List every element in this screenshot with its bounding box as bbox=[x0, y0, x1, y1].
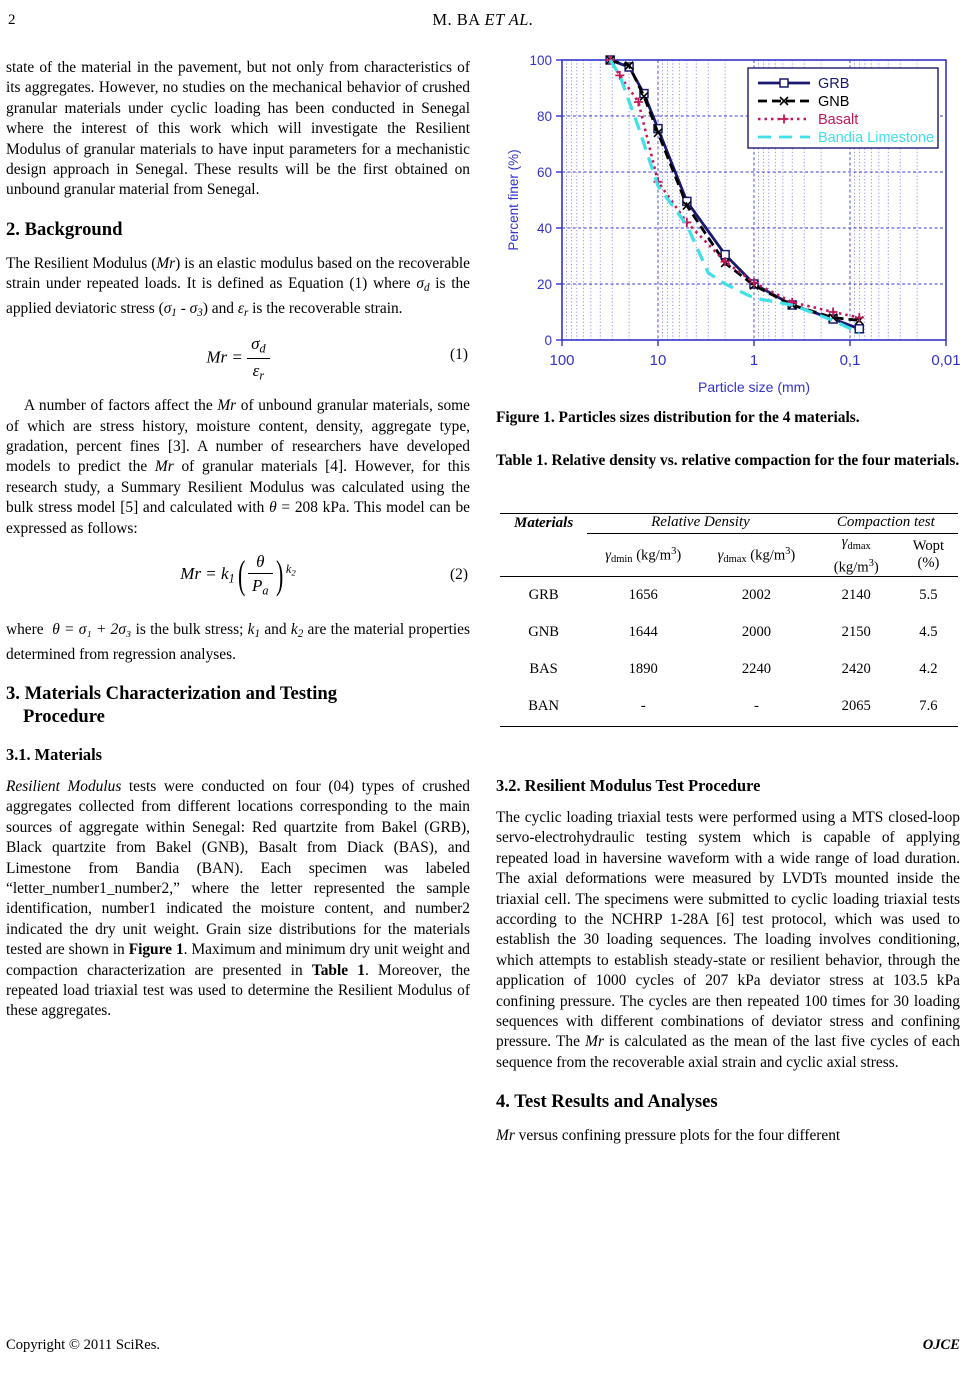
table-row bbox=[500, 688, 958, 725]
table-materials-header: Materials bbox=[500, 514, 587, 534]
theta-symbol-1: θ bbox=[269, 499, 277, 517]
heading-materials-characterization bbox=[6, 682, 470, 728]
equation-1-denominator: $\varepsilon_r$ bbox=[252, 360, 265, 383]
sigma-1-3-symbol: $\sigma_1 - \sigma_3$ bbox=[163, 299, 203, 319]
table-column-header: $\gamma_{dmin}$ $(kg/m^3)$ bbox=[587, 534, 699, 577]
chart-x-tick-label: 100 bbox=[549, 352, 575, 369]
left-column bbox=[6, 58, 470, 1022]
paragraph-materials bbox=[6, 777, 470, 1022]
chart-legend-label: Basalt bbox=[818, 112, 859, 128]
equation-2-lhs: $Mr = k_1$ bbox=[180, 564, 235, 586]
table-cell-gdmax-compaction: 2150 bbox=[841, 624, 871, 641]
chart-y-axis-label: Percent finer (%) bbox=[506, 149, 521, 251]
chart-y-tick-label: 60 bbox=[536, 165, 552, 180]
table-cell-wopt: 4.5 bbox=[919, 624, 938, 641]
chart-y-tick-label: 100 bbox=[529, 53, 552, 68]
table-column-header: $\gamma_{dmax}$ $(kg/m^3)$ bbox=[699, 534, 814, 577]
equation-1-block bbox=[6, 332, 470, 386]
figure-1-reference: Figure 1 bbox=[128, 941, 184, 959]
chart-legend-label: GRB bbox=[818, 76, 850, 92]
table-row bbox=[500, 577, 958, 615]
paragraph-intro: state of the material in the pavement, but not only from characteristics of its aggregates. However, no studies on the mechanical behavior of crushed granular materials under cyclic loading has been conducted in Senegal where the interest of this work which will investigate the Resilient Modulus of granular materials to have input parameters for a mechanistic design approach in Senegal. These results will be the first obtained on unbound granular material from Senegal. bbox=[6, 59, 470, 199]
paragraph-factors bbox=[6, 396, 470, 539]
bg-text-d: ) and bbox=[202, 299, 238, 317]
equation-2-fraction bbox=[248, 552, 273, 598]
procedure-text-b: is calculated as the mean of the last five cycles of each sequence from the recoverable axial strain and cyclic axial stress. bbox=[496, 1033, 960, 1071]
factors-text-a: A number of factors affect the bbox=[24, 397, 218, 415]
equation-2-denominator: $P_a$ bbox=[252, 576, 269, 598]
results-text-b: versus confining pressure plots for the four different bbox=[514, 1127, 841, 1145]
bg-text-e: is the recoverable strain. bbox=[248, 299, 403, 317]
k1-symbol: $k_1$ bbox=[247, 621, 261, 641]
chart-y-tick-label: 40 bbox=[536, 221, 552, 236]
chart-x-axis-label: Particle size (mm) bbox=[697, 379, 811, 395]
bg-text-a: The Resilient Modulus ( bbox=[6, 254, 157, 272]
table-cell-gdmax-compaction: 2420 bbox=[841, 661, 871, 678]
factors-text-b: of unbound granular materials, some of which are stress history, moisture content, density, aggregate type, gradation, percent fines [3]. A number of researchers have developed models to predict the bbox=[6, 397, 470, 476]
equation-1-lhs: Mr = bbox=[206, 347, 243, 367]
table-1 bbox=[500, 513, 958, 727]
heading-materials: 3.1. Materials bbox=[6, 745, 103, 764]
table-cell-gdmax: - bbox=[754, 698, 759, 715]
table-cell-gdmin: 1656 bbox=[628, 587, 658, 604]
table-cell-gdmin: - bbox=[640, 698, 646, 715]
figure-1-caption: Figure 1. Particles sizes distribution for the 4 materials. bbox=[496, 409, 860, 426]
table-bottom-rule bbox=[500, 725, 958, 727]
bg-text-c: is the applied deviatoric stress ( bbox=[6, 275, 470, 317]
table-column-header: $\gamma_{dmax}$ $(kg/m^3)$ bbox=[814, 534, 899, 577]
k2-symbol: $k_2$ bbox=[290, 621, 304, 641]
where-text-b: is the bulk stress; bbox=[131, 621, 248, 639]
chart-x-tick-label: 10 bbox=[649, 352, 667, 369]
procedure-text-a: The cyclic loading triaxial tests were performed using a MTS closed-loop servo-electrohydraulic testing system which is capable of applying repeated load in haversine waveform with a wide range of load duration. The axial deformations were measured by LVDTs mounted inside the triaxial cell. The specimens were submitted to cyclic loading triaxial tests according to the NCHRP 1-28A [6] test protocol, which was used to establish the 30 loading sequences. The loading involves conditioning, which attempts to establish steady-state or resilient behavior, through the application of 1000 cycles of 207 kPa deviator stress at 103.5 kPa confining pressure. The cycles are then repeated 100 times for 30 loading sequences with different combinations of deviator stress and confining pressure. The bbox=[496, 809, 960, 1051]
running-head-title bbox=[0, 10, 966, 30]
table-group-header-compaction: Compaction test bbox=[814, 514, 958, 532]
where-text-d: are the material properties determined from regression analyses. bbox=[6, 621, 470, 663]
bulk-stress-equation: θ = σ₁ + 2σ₃ bbox=[52, 621, 132, 639]
chart-x-tick-label: 0,1 bbox=[839, 352, 861, 369]
table-cell-gdmax: 2000 bbox=[741, 624, 772, 641]
table-group-header-relative-density: Relative Density bbox=[587, 514, 814, 532]
mr-italic-5: Mr bbox=[496, 1127, 515, 1145]
table-cell-gdmin: 1644 bbox=[628, 624, 658, 641]
table-cell-gdmin: 1890 bbox=[628, 661, 658, 678]
paragraph-where bbox=[6, 620, 470, 665]
table-cell-gdmax: 2002 bbox=[741, 587, 772, 604]
equation-2-block bbox=[6, 548, 470, 610]
epsilon-r-symbol: $\varepsilon_r$ bbox=[237, 299, 249, 319]
table-row bbox=[500, 651, 958, 688]
equation-1-fraction bbox=[247, 334, 270, 383]
materials-text-d: . Moreover, the repeated load triaxial test was used to determine the Resilient Modulus of these aggregates. bbox=[6, 961, 470, 1020]
particle-size-distribution-chart bbox=[496, 44, 962, 396]
heading-test-procedure: 3.2. Resilient Modulus Test Procedure bbox=[496, 776, 761, 795]
table-1-reference: Table 1 bbox=[311, 961, 365, 979]
equation-2-number: (2) bbox=[450, 566, 468, 584]
table-cell-material: BAN bbox=[528, 698, 559, 715]
mr-italic-3: Mr bbox=[154, 458, 174, 476]
chart-legend bbox=[748, 68, 938, 148]
chart-y-tick-label: 0 bbox=[544, 333, 552, 348]
sigma-d-symbol: $\sigma_d$ bbox=[416, 275, 430, 295]
equation-1 bbox=[6, 334, 470, 383]
bg-text-b: ) is an elastic modulus based on the recoverable strain under repeated loads. It is defined as Equation (1) where bbox=[6, 254, 471, 293]
materials-text-c: . Maximum and minimum dry unit weight and compaction characterization are presented in bbox=[6, 941, 470, 979]
equation-1-numerator: $\sigma_d$ bbox=[247, 334, 270, 358]
equation-2-close-paren: ) bbox=[275, 552, 283, 598]
mr-italic-4: Mr bbox=[585, 1033, 604, 1051]
table-1-caption: Table 1. Relative density vs. relative compaction for the four materials. bbox=[496, 452, 960, 469]
running-head-etal: ET AL. bbox=[484, 10, 534, 29]
page-number: 2 bbox=[8, 12, 16, 28]
table-cell-material: GRB bbox=[528, 587, 559, 604]
chart-x-tick-label: 1 bbox=[749, 352, 759, 369]
page-footer bbox=[0, 1337, 966, 1367]
table-cell-wopt: 4.2 bbox=[919, 661, 938, 678]
chart-legend-marker bbox=[780, 79, 788, 87]
factors-text-c: of granular materials [4]. However, for this research study, a Summary Resilient Modulus was calculated using the bulk stress model [5] and calculated with bbox=[6, 458, 470, 517]
table-cell-wopt: 5.5 bbox=[919, 587, 938, 604]
chart-y-tick-label: 20 bbox=[536, 277, 552, 292]
journal-abbreviation: OJCE bbox=[922, 1337, 960, 1353]
chart-x-tick-label: 0,01 bbox=[931, 352, 961, 369]
chart-y-tick-label: 80 bbox=[536, 109, 552, 124]
paragraph-background bbox=[6, 254, 470, 323]
where-text-a: where bbox=[6, 621, 48, 639]
mr-italic-1: Mr bbox=[156, 254, 176, 272]
running-head-authors: M. BA bbox=[432, 10, 480, 29]
heading-line-1: 3. Materials Characterization and Testing bbox=[6, 683, 338, 704]
equation-2-numerator: θ bbox=[248, 552, 273, 574]
table-column-header: Wopt (%) bbox=[899, 534, 958, 577]
table-cell-gdmax-compaction: 2065 bbox=[841, 698, 871, 715]
heading-line-2: Procedure bbox=[23, 706, 105, 727]
right-column bbox=[496, 775, 960, 1147]
chart-legend-label: GNB bbox=[818, 94, 850, 110]
equation-2-exponent: k2 bbox=[285, 562, 296, 578]
where-text-c: and bbox=[260, 621, 291, 639]
equation-2 bbox=[6, 552, 470, 598]
equation-2-open-paren: ( bbox=[237, 552, 246, 598]
table-cell-wopt: 7.6 bbox=[919, 698, 938, 715]
figure-1-chart bbox=[496, 44, 962, 396]
heading-test-results: 4. Test Results and Analyses bbox=[496, 1091, 718, 1113]
table-column-header-row bbox=[500, 534, 958, 577]
table-cell-material: BAS bbox=[529, 661, 558, 678]
equation-1-number: (1) bbox=[450, 346, 468, 364]
running-head bbox=[0, 10, 966, 36]
paragraph-procedure bbox=[496, 808, 960, 1073]
heading-background: 2. Background bbox=[6, 218, 123, 240]
mr-italic-2: Mr bbox=[217, 397, 237, 415]
resilient-modulus-italic: Resilient Modulus bbox=[6, 778, 122, 795]
table-group-header-row bbox=[500, 514, 958, 532]
table-cell-gdmax-compaction: 2140 bbox=[841, 587, 871, 604]
table-row bbox=[500, 614, 958, 651]
factors-text-d: = 208 kPa. This model can be expressed as follows: bbox=[6, 499, 470, 537]
table-cell-gdmax: 2240 bbox=[741, 661, 772, 678]
materials-text-b: tests were conducted on four (04) types of crushed aggregates collected from different locations corresponding to the main sources of aggregate within Senegal: Red quartzite from Bakel (GRB), Black quartzite from Bakel (GNB), Basalt from Diack (BAS), and Limestone from Bandia (BAN). Each specimen was labeled “letter_number1_number2,” where the letter represented the sample identification, number1 indicated the moisture content, and number2 indicated the dry unit weight. Grain size distributions for the materials tested are shown in bbox=[6, 778, 470, 959]
chart-legend-label: Bandia Limestone bbox=[818, 130, 935, 146]
paragraph-results bbox=[496, 1126, 960, 1146]
copyright-notice: Copyright © 2011 SciRes. bbox=[6, 1337, 161, 1353]
table-cell-material: GNB bbox=[528, 624, 559, 641]
